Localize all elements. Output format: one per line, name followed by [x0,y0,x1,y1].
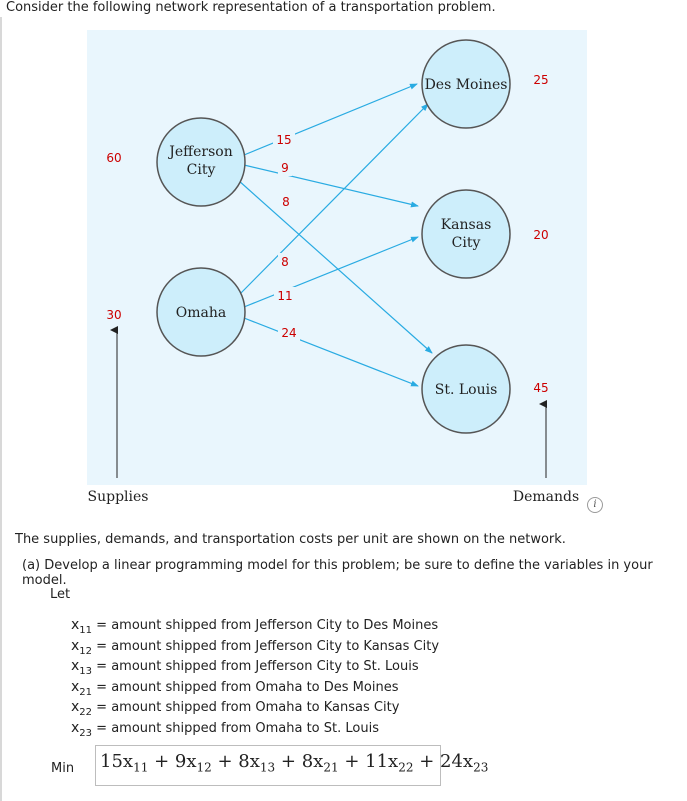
cost-c23: 24 [281,326,297,340]
supplies-label: Supplies [87,489,149,505]
variable-def-x22: $x_{22}$ = amount shipped from Omaha to Kansas City [71,699,400,719]
node-des-moines-label: Des Moines [424,77,508,93]
node-kansas-label-line2: City [451,235,481,251]
cost-c22: 11 [277,289,293,303]
supply-omaha: 30 [106,308,122,322]
info-icon[interactable]: i [587,497,603,513]
node-kansas-city [422,190,510,278]
node-jefferson-label-line2: City [186,162,216,178]
demands-label: Demands [512,489,580,505]
cost-c12: 9 [281,161,289,175]
part-a-prompt: (a) Develop a linear programming model for this problem; be sure to define the variables in your model. [22,558,653,588]
objective-function: $15x_{11} + 9x_{12} + 8x_{13} + 8x_{21} + 11x_{22} + 24x_{23}$ [100,751,489,775]
intro-text: Consider the following network representation of a transportation problem. [6,0,496,15]
cost-c13: 8 [282,195,290,209]
node-jefferson-label-line1: Jefferson [169,144,233,160]
variable-definitions [71,617,439,741]
demand-kansas: 20 [533,228,549,242]
variable-def-x23: $x_{23}$ = amount shipped from Omaha to St. Louis [71,719,379,739]
demand-st-louis: 45 [533,381,549,395]
node-st-louis-label: St. Louis [434,382,498,398]
node-omaha-label: Omaha [175,305,227,321]
variable-def-x11: $x_{11}$ = amount shipped from Jefferson City to Des Moines [71,617,439,636]
description-text: The supplies, demands, and transportation costs per unit are shown on the network. [15,532,566,547]
variable-def-x12: $x_{12}$ = amount shipped from Jefferson City to Kansas City [71,637,440,657]
cost-c21: 8 [281,255,289,269]
supply-jefferson: 60 [106,151,122,165]
variable-def-x13: $x_{13}$ = amount shipped from Jefferson City to St. Louis [71,658,419,677]
node-kansas-label-line1: Kansas [440,217,492,233]
variable-def-x21: $x_{21}$ = amount shipped from Omaha to Des Moines [71,678,399,698]
cost-c11: 15 [276,133,292,147]
min-label: Min [51,761,75,776]
let-label: Let [50,587,71,602]
diagram-panel [87,30,587,485]
demand-des-moines: 25 [533,73,549,87]
